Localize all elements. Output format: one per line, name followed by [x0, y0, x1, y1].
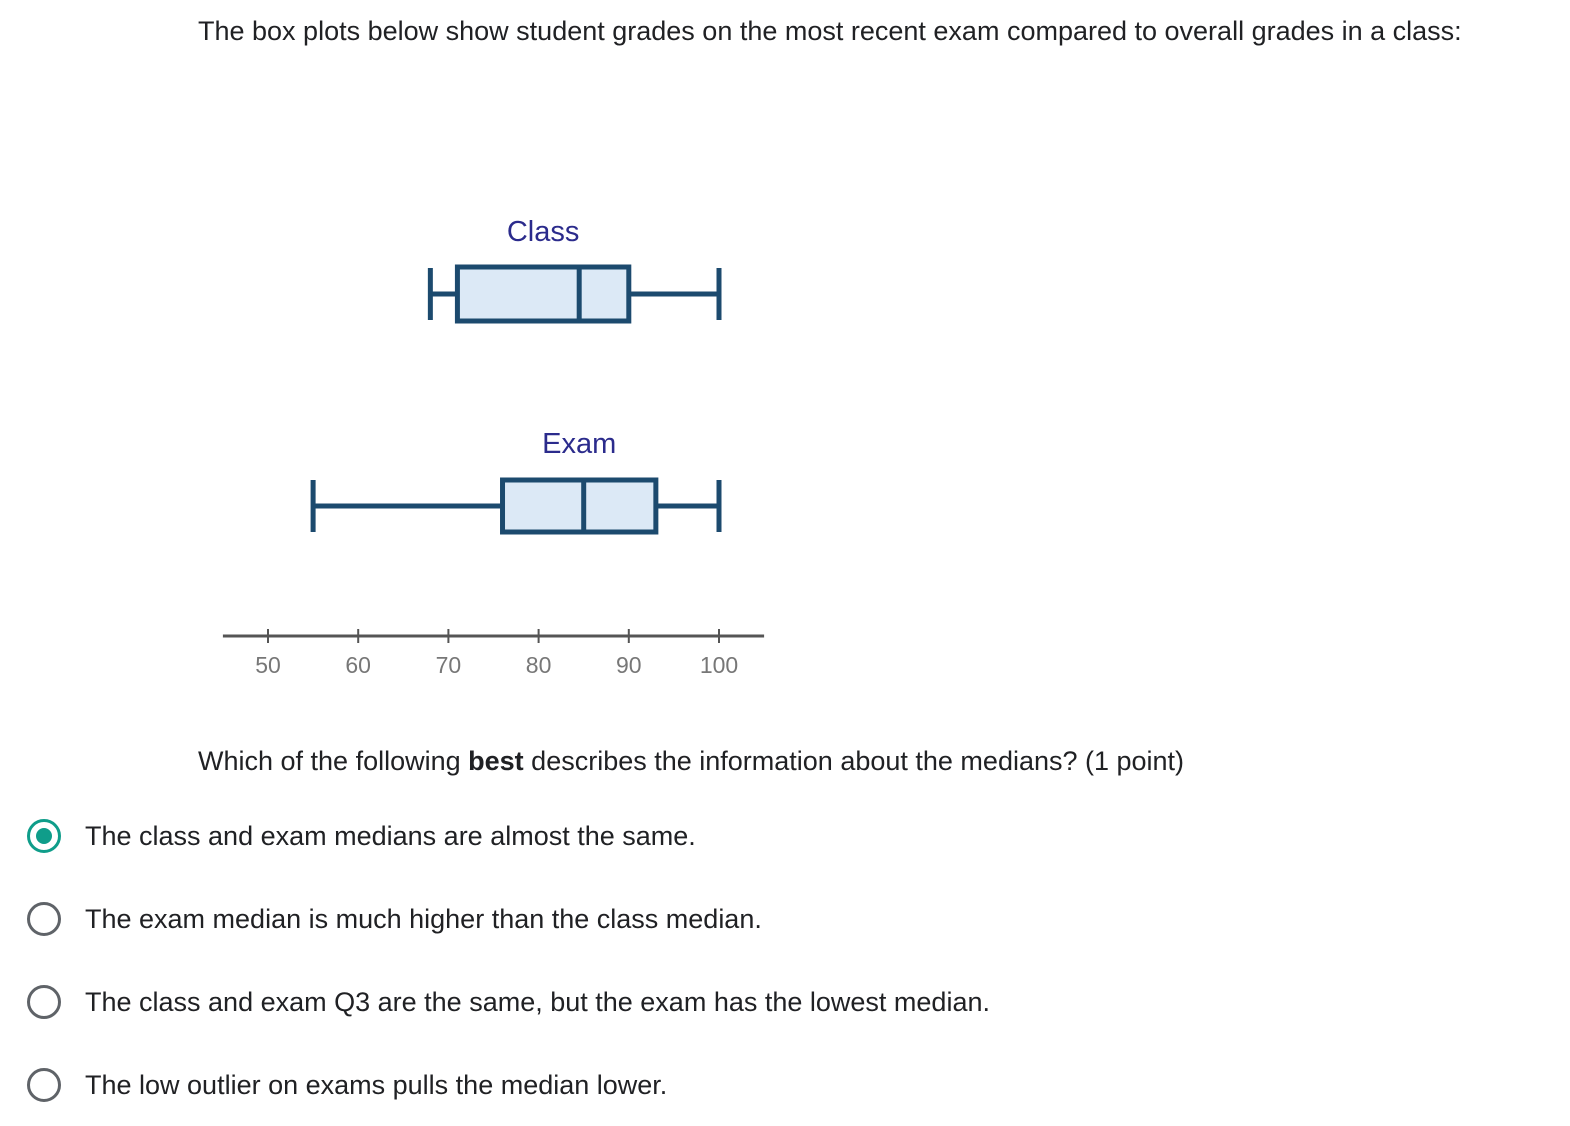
- question-prefix: Which of the following: [198, 746, 469, 776]
- x-axis-tick-label-80: 80: [525, 652, 552, 678]
- answer-label-4: The low outlier on exams pulls the median lower.: [85, 1069, 668, 1100]
- radio-button-3[interactable]: [27, 985, 61, 1019]
- answer-label-1: The class and exam medians are almost the same.: [85, 820, 696, 851]
- class-box-label: Class: [506, 216, 580, 248]
- class-iqr-box: [457, 267, 628, 321]
- intro-text: The box plots below show student grades on the most recent exam compared to overall grades in a class:: [198, 16, 1462, 46]
- x-axis-tick-label-100: 100: [699, 652, 739, 678]
- answer-label-3: The class and exam Q3 are the same, but the exam has the lowest median.: [85, 986, 990, 1017]
- x-axis-tick-label-70: 70: [435, 652, 462, 678]
- x-axis-tick-label-60: 60: [345, 652, 371, 678]
- answer-option-1[interactable]: [27, 814, 696, 858]
- question-suffix: describes the information about the medians? (1 point): [523, 746, 1185, 776]
- answer-option-2[interactable]: [27, 897, 762, 941]
- radio-button-1[interactable]: [27, 819, 61, 853]
- exam-iqr-box: [503, 480, 656, 532]
- exam-box-label: Exam: [542, 428, 617, 460]
- question-text: [198, 746, 1184, 777]
- radio-button-2[interactable]: [27, 902, 61, 936]
- question-bold-word: best: [468, 746, 524, 776]
- x-axis-tick-label-90: 90: [616, 652, 642, 678]
- radio-button-4[interactable]: [27, 1068, 61, 1102]
- x-axis-tick-label-50: 50: [255, 652, 281, 678]
- answer-option-3[interactable]: [27, 980, 990, 1024]
- answer-option-4[interactable]: [27, 1063, 667, 1107]
- answer-label-2: The exam median is much higher than the class median.: [85, 903, 762, 934]
